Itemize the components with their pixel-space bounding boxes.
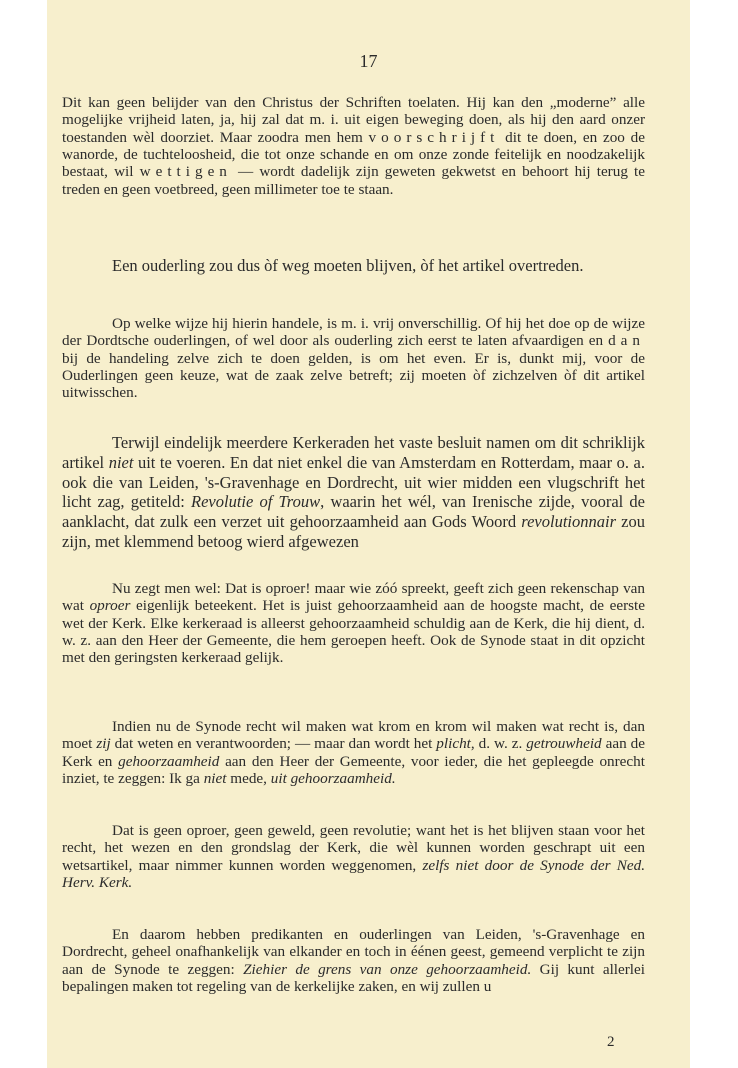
spaced-emphasis: voorschrijft: [368, 128, 500, 146]
paragraph-1: Dit kan geen belijder van den Christus der Schriften toelaten. Hij kan den „moderne” alle mogelijke vrijheid laten, ja, hij zal dat m. i. uit eigen beweging doen, als hij den aard onzer toestanden wèl doorziet. Maar zoodra men hem voorschrijft dit te doen, en zoo de wanorde, de tuchteloosheid, die tot onze schande en om onze zonde feitelijk en noodzakelijk bestaat, wil wettigen — wordt dadelijk zijn geweten gekwetst en behoort hij terug te treden en geen voetbreed, geen millimeter toe te staan.: [62, 94, 646, 198]
paragraph-3: Op welke wijze hij hierin handele, is m. i. vrij onverschillig. Of hij het doe op de wijze der Dordtsche ouderlingen, of wel door als ouderling zich eerst te laten afvaardigen en dan bij de handeling zelve zich te doen gelden, is om het even. Er is, dunkt mij, voor de Ouderlingen geen keuze, wat de zaak zelve betreft; zij moeten òf zichzelven òf dit artikel uitwisschen.: [62, 315, 645, 402]
paragraph-8: En daarom hebben predikanten en ouderlingen van Leiden, 's-Gravenhage en Dordrecht, geheel onafhankelijk van elkander en toch in éénen geest, gemeend verplicht te zijn aan de Synode te zeggen: Ziehier de grens van onze gehoorzaamheid. Gij kunt allerlei bepalingen maken tot regeling van de kerkelijke zaken, en wij zullen u: [62, 926, 645, 996]
spaced-emphasis: dan: [608, 332, 645, 350]
page-number: 17: [359, 51, 378, 71]
paragraph-4: Terwijl eindelijk meerdere Kerkeraden het vaste besluit namen om dit schriklijk artikel niet uit te voeren. En dat niet enkel die van Amsterdam en Rotterdam, maar o. a. ook die van Leiden, 's-Gravenhage en Dordrecht, uit wier midden een vlugschrift het licht zag, getiteld: Revolutie of Trouw, waarin het wél, van Irenische zijde, vooral de aanklacht, dat zulk een verzet uit gehoorzaamheid aan Gods Woord revolutionnair zou zijn, met klemmend betoog wierd afgewezen: [62, 433, 646, 551]
spaced-emphasis: wettigen: [139, 163, 232, 181]
paragraph-7: Dat is geen oproer, geen geweld, geen revolutie; want het is het blijven staan voor het recht, het wezen en den grondslag der Kerk, die wèl kunnen worden geschrapt uit een wetsartikel, maar nimmer kunnen worden weggenomen, zelfs niet door de Synode der Ned. Herv. Kerk.: [62, 822, 645, 892]
paragraph-5: Nu zegt men wel: Dat is oproer! maar wie zóó spreekt, geeft zich geen rekenschap van wat oproer eigenlijk beteekent. Het is juist gehoorzaamheid aan de hoogste macht, de eerste wet der Kerk. Elke kerkeraad is alleerst gehoorzaamheid schuldig aan de Kerk, die hij dient, d. w. z. aan den Heer der Gemeente, die hem geroepen heeft. Ook de Synode staat in dit opzicht met den geringsten kerkeraad gelijk.: [62, 580, 645, 667]
signature-mark: 2: [607, 1034, 615, 1050]
book-page: [47, 0, 690, 1068]
paragraph-6: Indien nu de Synode recht wil maken wat krom en krom wil maken wat recht is, dan moet zij dat weten en verantwoorden; — maar dan wordt het plicht, d. w. z. getrouwheid aan de Kerk en gehoorzaamheid aan den Heer der Gemeente, voor ieder, die het gepleegde onrecht inziet, te zeggen: Ik ga niet mede, uit gehoorzaamheid.: [62, 718, 645, 788]
paragraph-2: Een ouderling zou dus òf weg moeten blijven, òf het artikel overtreden.: [112, 256, 584, 275]
